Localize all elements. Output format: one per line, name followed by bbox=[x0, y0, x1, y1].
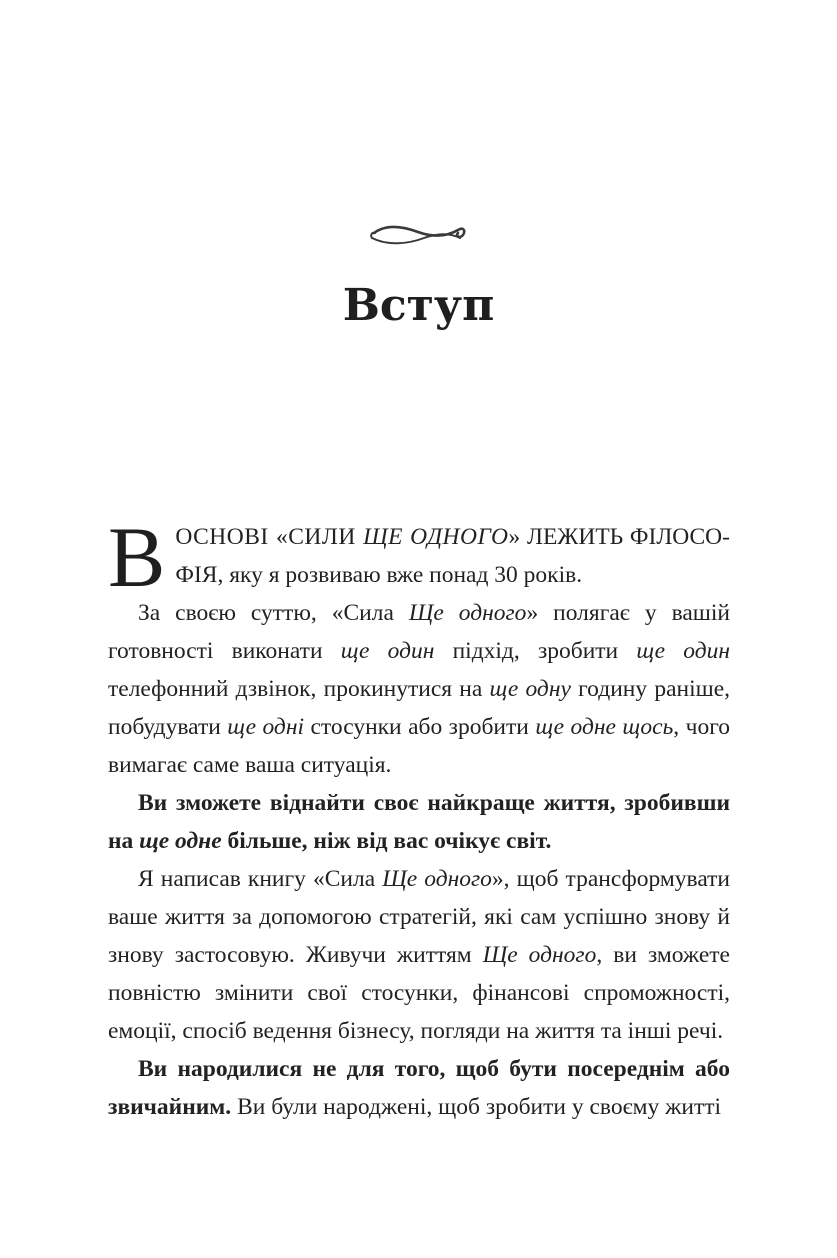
text-run: Ви були народжені, щоб зробити у своєму житті bbox=[231, 1094, 722, 1120]
bold-run: Ви зможете віднайти своє найкраще життя, зробивши на bbox=[108, 790, 730, 854]
chapter-title: Вступ bbox=[342, 280, 495, 331]
italic-run: ще одне щось bbox=[535, 714, 674, 740]
text-run: », щоб трансформувати ваше життя за допомогою стратегій, які сам успішно знову й знову застосовую. Живучи життям bbox=[108, 866, 730, 968]
paragraph-1 bbox=[108, 509, 730, 605]
text-run: Я написав книгу «Сила bbox=[138, 866, 383, 892]
chapter-body bbox=[108, 509, 731, 1126]
bold-run: більше, ніж від вас очікує світ. bbox=[221, 828, 552, 854]
italic-run: ще одну bbox=[489, 676, 571, 702]
text-run: , чого вимагає саме ваша ситуація. bbox=[108, 714, 730, 778]
text-run: телефонний дзвінок, прокинутися на bbox=[108, 676, 490, 702]
text-run: За своєю суттю, «Сила bbox=[138, 600, 409, 626]
paragraph-5 bbox=[108, 1050, 730, 1126]
paragraph-1-text: ОСНОВІ «СИЛИ bbox=[175, 524, 364, 550]
italic-run: ще одні bbox=[227, 714, 305, 740]
bold-italic-run: ще одне bbox=[139, 828, 222, 854]
paragraph-4 bbox=[108, 860, 730, 1050]
italic-run: ще один bbox=[636, 638, 730, 664]
italic-run: ще один bbox=[340, 638, 435, 664]
paragraph-2 bbox=[108, 594, 730, 784]
bold-run: Ви народилися не для того, щоб бути посереднім або звичайним. bbox=[108, 1056, 730, 1120]
text-run: » полягає у вашій готовності виконати bbox=[108, 600, 730, 664]
text-run: годину раніше, побудувати bbox=[108, 676, 731, 740]
italic-run: Ще одного bbox=[408, 600, 527, 626]
paragraph-3 bbox=[108, 784, 730, 860]
drop-cap: В bbox=[108, 509, 166, 605]
paragraph-1-text-end: » ЛЕЖИТЬ ФІЛОСО-ФІЯ, яку я розвиваю вже понад 30 років. bbox=[175, 524, 730, 588]
italic-run: Ще одного bbox=[382, 866, 492, 892]
italic-run: Ще одного bbox=[482, 942, 597, 968]
text-run: підхід, зробити bbox=[434, 638, 637, 664]
flourish-ornament-icon bbox=[368, 216, 468, 250]
text-run: стосунки або зробити bbox=[304, 714, 536, 740]
text-run: , ви зможете повністю змінити свої стосунки, фінансові спроможності, емоції, спосіб ведення бізнесу, погляди на життя та інші речі. bbox=[108, 942, 730, 1044]
paragraph-1-italic: ЩЕ ОДНОГО bbox=[363, 524, 509, 550]
